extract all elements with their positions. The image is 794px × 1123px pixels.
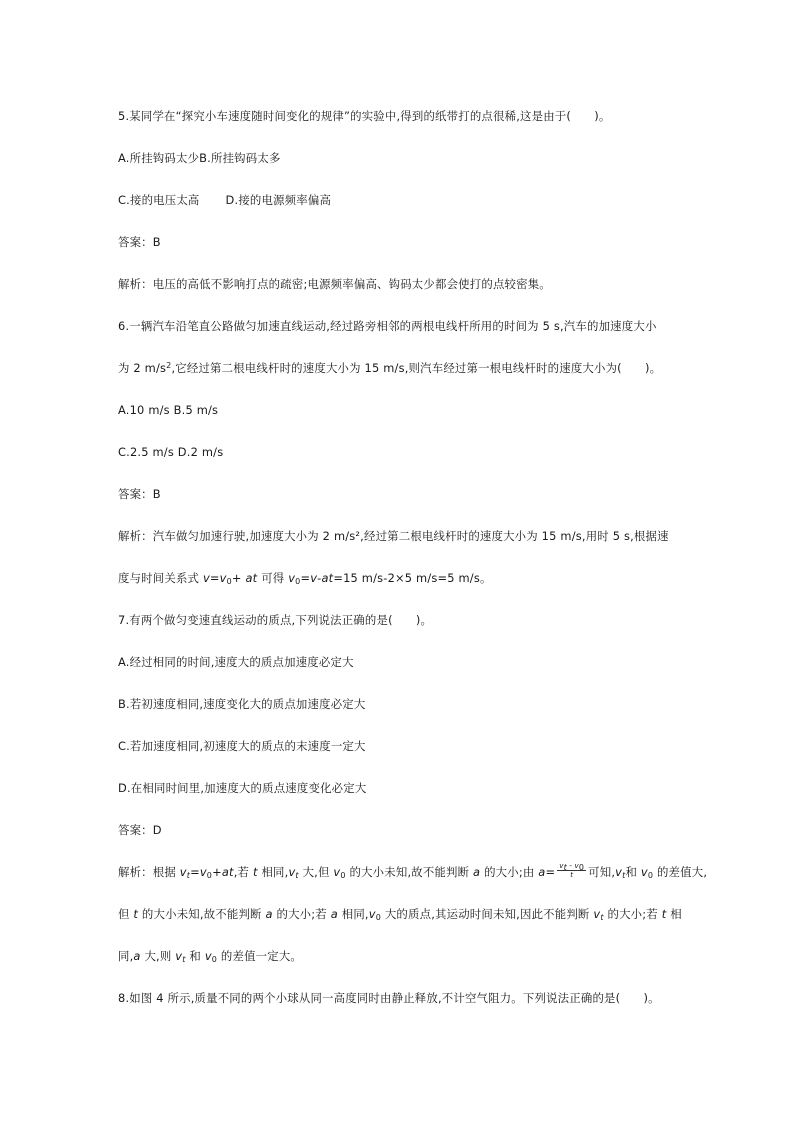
acceleration-fraction: $\frac{v_t - v_0}{t}$ [559, 862, 585, 879]
question-7-analysis-line-3: 同,a 大,则 $v_t$ 和 $v_0$ 的差值一定大。 [118, 949, 303, 964]
question-7-option-c: C.若加速度相同,初速度大的质点的末速度一定大 [118, 739, 366, 753]
option-c: C.接的电压太高 [118, 193, 200, 207]
question-6-analysis-line-2: 度与时间关系式 $v=v_0+$ at 可得 $v_0=v-at=15$ m/s-2×5 m/s=5 m/s。 [118, 571, 492, 586]
question-5-answer: 答案：B [118, 235, 161, 249]
question-7-option-d: D.在相同时间里,加速度大的质点速度变化必定大 [118, 781, 367, 795]
question-6-options-ab: A.10 m/s B.5 m/s [118, 403, 219, 417]
question-6-options-cd: C.2.5 m/s D.2 m/s [118, 445, 224, 459]
question-6-stem-line-1: 6.一辆汽车沿笔直公路做匀加速直线运动,经过路旁相邻的两根电线杆所用的时间为 5 s,汽车的加速度大小 [118, 319, 657, 333]
question-5-options-cd [118, 192, 331, 208]
question-6-analysis-line-1: 解析：汽车做匀加速行驶,加速度大小为 2 m/s²,经过第二根电线杆时的速度大小为 15 m/s,用时 5 s,根据速 [118, 529, 669, 543]
question-7-option-b: B.若初速度相同,速度变化大的质点加速度必定大 [118, 697, 366, 711]
question-7-stem: 7.有两个做匀变速直线运动的质点,下列说法正确的是( )。 [118, 613, 433, 627]
question-8-stem: 8.如图 4 所示,质量不同的两个小球从同一高度同时由静止释放,不计空气阻力。下列说法正确的是( )。 [118, 991, 660, 1005]
question-5-options-ab: A.所挂钩码太少B.所挂钩码太多 [118, 151, 281, 165]
question-5-analysis: 解析：电压的高低不影响打点的疏密;电源频率偏高、钩码太少都会使打的点较密集。 [118, 277, 551, 291]
question-7-option-a: A.经过相同的时间,速度大的质点加速度必定大 [118, 655, 354, 669]
question-6-stem-line-2: 为 2 $m/s^2$,它经过第二根电线杆时的速度大小为 15 m/s,则汽车经过第一根电线杆时的速度大小为( )。 [118, 361, 662, 375]
option-d: D.接的电源频率偏高 [225, 193, 332, 207]
question-5-stem: 5.某同学在“探究小车速度随时间变化的规律”的实验中,得到的纸带打的点很稀,这是由于( )。 [118, 109, 611, 123]
question-7-analysis-line-2: 但 t 的大小未知,故不能判断 a 的大小;若 a 相同$,v_0$ 大的质点,其运动时间未知,因此不能判断 $v_t$ 的大小;若 t 相 [118, 907, 682, 922]
question-7-answer: 答案：D [118, 823, 162, 837]
question-6-answer: 答案：B [118, 487, 161, 501]
question-7-analysis-line-1: 解析：根据 $v_t=v_0+at$,若 t 相同$,v_t$ 大,但 $v_0$ 的大小未知,故不能判断 a 的大小;由 a= $\frac{v_t - v_0}{t}$ 可知$,v_t$和 $v_0$ 的差值大, [118, 862, 708, 880]
